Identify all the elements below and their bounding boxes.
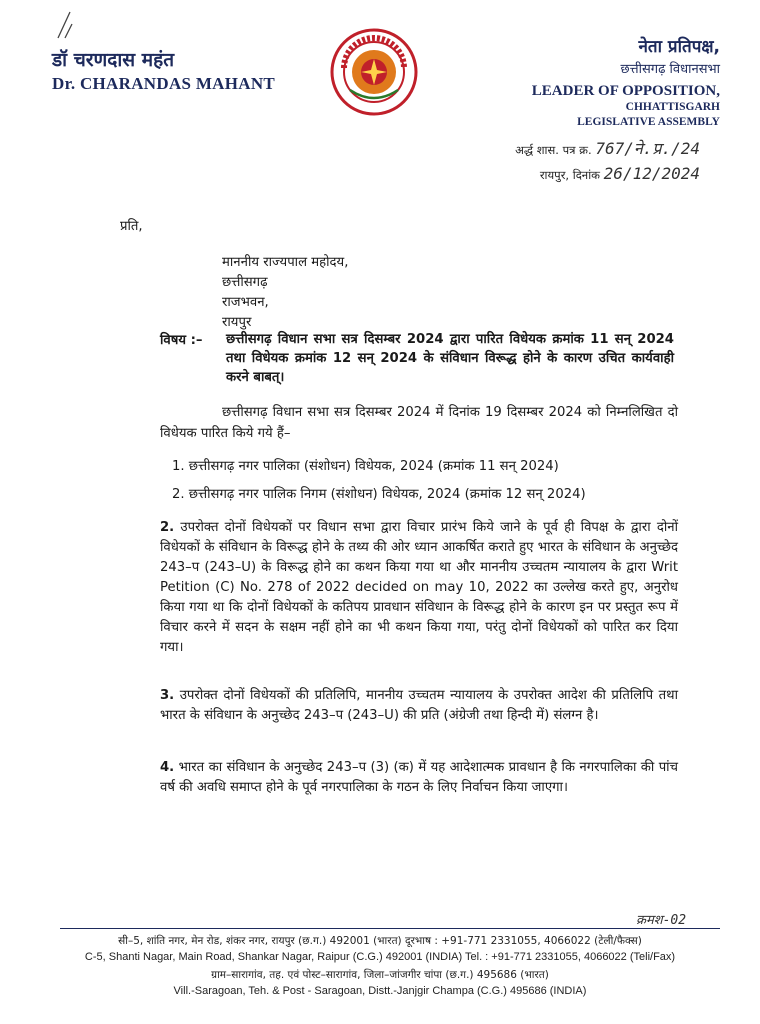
paragraph-number: 3. [160, 688, 175, 703]
assembly-emblem-icon [330, 28, 418, 116]
recipient-line: राजभवन, [222, 295, 269, 310]
recipient-line: माननीय राज्यपाल महोदय, [222, 255, 349, 270]
paragraph-number: 4. [160, 760, 175, 775]
sender-name-english: Dr. CHARANDAS MAHANT [52, 74, 276, 93]
recipient-line: छत्तीसगढ़ [222, 275, 268, 290]
paragraph-text: उपरोक्त दोनों विधेयकों की प्रतिलिपि, माननीय उच्चतम न्यायालय के उपरोक्त आदेश की प्रतिलिपि तथा भारत के संविधान के अनुच्छेद 243–प (243–U) की प्रति (अंग्रेजी तथा हिन्दी में) संलग्न है। [160, 688, 678, 723]
reference-number [515, 137, 700, 159]
paragraph-text: उपरोक्त दोनों विधेयकों पर विधान सभा द्वारा विचार प्रारंभ किये जाने के पूर्व ही विपक्ष के द्वारा दोनों विधेयकों के संविधान के विरूद्ध होने के तथ्य की ओर ध्यान आकर्षित कराते हुए भारत के संविधान के अनुच्छेद 243–प (243–U) के विरूद्ध होने का कथन किया गया था और माननीय उच्चतम न्यायालय के द्वारा Writ Petition (C) No. 278 of 2022 decided on may 10, 2022 का उल्लेख करते हुए, अनुरोध किया गया था कि दोनों विधेयकों के कतिपय प्रावधान संविधान के विरूद्ध होने के कारण इन पर प्रस्तुत रूप में विचार करने में सदन के सक्षम नहीं होने का भी कथन किया गया, परंतु दोनों विधेयकों को पारित कर दिया गया। [160, 520, 678, 655]
reference-label: अर्द्ध शास. पत्र क्र. [515, 143, 592, 157]
paragraph-text: भारत का संविधान के अनुच्छेद 243–प (3) (क) में यह आदेशात्मक प्रावधान है कि नगरपालिका की पांच वर्ष की अवधि समाप्त होने के पूर्व नगरपालिका के गठन के लिए निर्वाचन किया जाएगा। [160, 760, 678, 795]
letter-date [540, 164, 700, 183]
to-label: प्रति, [120, 219, 143, 234]
date-value: 26/12/2024 [603, 164, 700, 183]
assembly-english-1: CHHATTISGARH [625, 101, 720, 113]
footer-address-english: C-5, Shanti Nagar, Main Road, Shankar Nagar, Raipur (C.G.) 492001 (INDIA) Tel. : +91-771 2331055, 4066022 (Teli/Fax) [84, 951, 676, 963]
designation-english: LEADER OF OPPOSITION, [531, 83, 720, 99]
footer-village-hindi: ग्राम–सारागांव, तह. एवं पोस्ट–सारागांव, जिला–जांजगीर चांपा (छ.ग.) 495686 (भारत) [211, 969, 549, 981]
designation-hindi: नेता प्रतिपक्ष, [638, 37, 720, 57]
designation-block [532, 34, 720, 130]
paragraph-1: छत्तीसगढ़ विधान सभा सत्र दिसम्बर 2024 में दिनांक 19 दिसम्बर 2024 को निम्नलिखित दो विधेयक पारित किये गये हैं– [160, 405, 678, 441]
paragraph-4 [160, 758, 678, 798]
recipient-line: रायपुर [222, 315, 252, 330]
assembly-hindi: छत्तीसगढ़ विधानसभा [620, 62, 720, 77]
date-label: रायपुर, दिनांक [539, 168, 601, 182]
subject-label: विषय :– [160, 333, 203, 348]
paragraph-number: 2. [160, 520, 175, 535]
footer-divider [60, 928, 720, 929]
reference-value: 767/ने.प्र./24 [595, 139, 700, 158]
footer-village-english: Vill.-Saragoan, Teh. & Post - Saragoan, Distt.-Janjgir Champa (C.G.) 495686 (INDIA) [173, 985, 587, 997]
paragraph-2 [160, 518, 678, 658]
bill-list-item: 2. छत्तीसगढ़ नगर पालिक निगम (संशोधन) विधेयक, 2024 (क्रमांक 12 सन् 2024) [172, 487, 586, 502]
sender-name-hindi: डॉ चरणदास महंत [52, 49, 175, 71]
continued-marker: क्रमश-02 [636, 913, 687, 928]
paragraph-3 [160, 686, 678, 726]
recipient-address [222, 253, 348, 333]
assembly-english-2: LEGISLATIVE ASSEMBLY [577, 116, 720, 128]
pen-mark-icon [56, 10, 74, 40]
subject-text: छत्तीसगढ़ विधान सभा सत्र दिसम्बर 2024 द्वारा पारित विधेयक क्रमांक 11 सन् 2024 तथा विधेयक क्रमांक 12 सन् 2024 के संविधान विरूद्ध होने के कारण उचित कार्यवाही करने बाबत्। [226, 332, 674, 385]
bill-list-item: 1. छत्तीसगढ़ नगर पालिका (संशोधन) विधेयक, 2024 (क्रमांक 11 सन् 2024) [172, 459, 559, 474]
footer-address-hindi: सी–5, शांति नगर, मेन रोड, शंकर नगर, रायपुर (छ.ग.) 492001 (भारत) दूरभाष : +91-771 2331055, 4066022 (टेली/फैक्स) [118, 935, 642, 947]
